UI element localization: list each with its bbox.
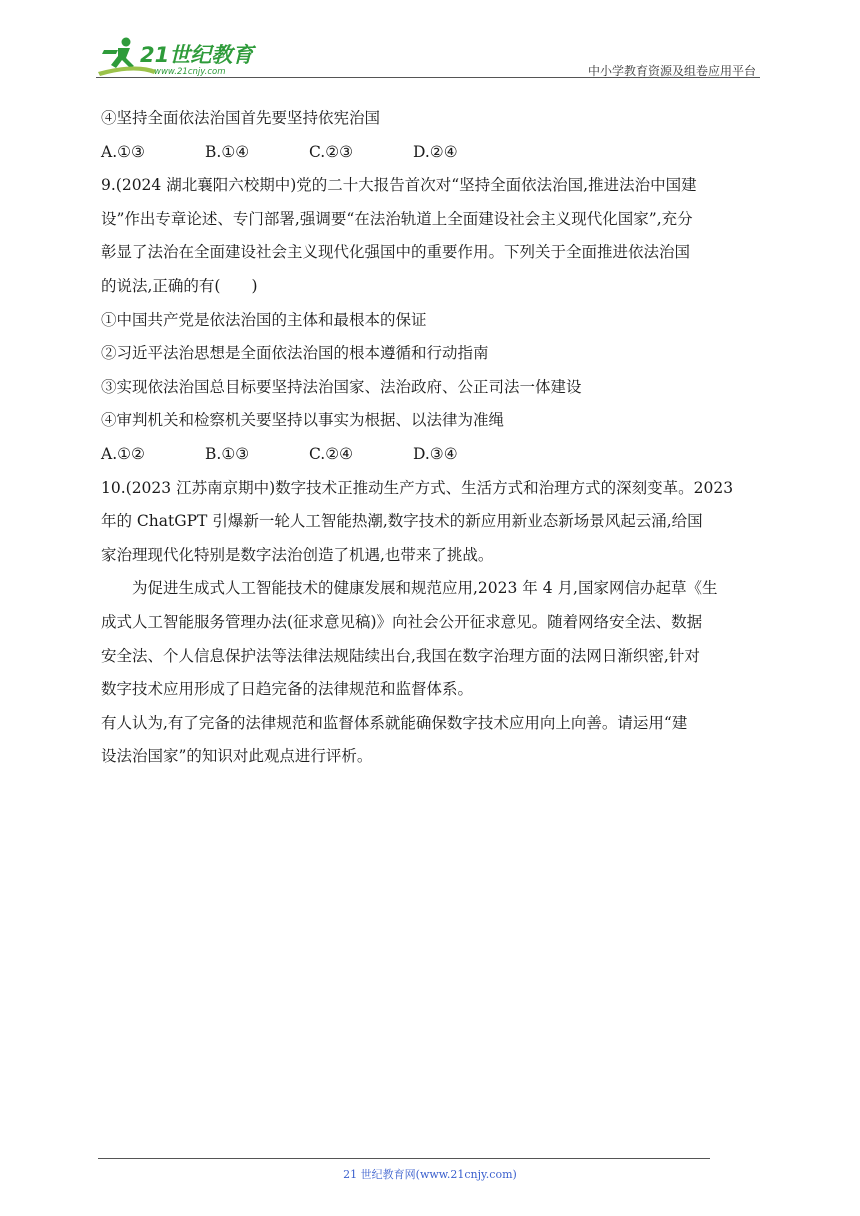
q9-stem-line: 设”作出专章论述、专门部署,强调要“在法治轨道上全面建设社会主义现代化国家”,充分 <box>101 209 693 228</box>
q8-option-c: C.②③ <box>309 142 354 161</box>
q10-material-line: 数字技术应用形成了日趋完备的法律规范和监督体系。 <box>101 680 474 699</box>
q9-item-2: ②习近平法治思想是全面依法治国的根本遵循和行动指南 <box>101 344 489 363</box>
site-logo <box>96 36 266 78</box>
q10-stem-line: 年的 ChatGPT 引爆新一轮人工智能热潮,数字技术的新应用新业态新场景风起云涌,给国 <box>101 512 703 531</box>
logo-sub-text: www.21cnjy.com <box>154 67 226 77</box>
q8-option-a: A.①③ <box>101 142 145 161</box>
question-content <box>101 102 765 774</box>
footer-link[interactable]: 21 世纪教育网(www.21cnjy.com) <box>343 1168 517 1181</box>
q10-material-line: 为促进生成式人工智能技术的健康发展和规范应用,2023 年 4 月,国家网信办起草《生 <box>132 579 718 598</box>
q9-stem-line: 彰显了法治在全面建设社会主义现代化强国中的重要作用。下列关于全面推进依法治国 <box>101 243 691 262</box>
q9-item-3: ③实现依法治国总目标要坚持法治国家、法治政府、公正司法一体建设 <box>101 377 582 396</box>
q9-option-c: C.②④ <box>309 444 354 463</box>
q9-options <box>101 438 765 472</box>
q10-material-line: 成式人工智能服务管理办法(征求意见稿)》向社会公开征求意见。随着网络安全法、数据 <box>101 612 703 631</box>
header-divider <box>96 77 760 78</box>
q9-stem-line: 9.(2024 湖北襄阳六校期中)党的二十大报告首次对“坚持全面依法治国,推进法治中国建 <box>101 176 697 195</box>
q10-stem-line: 家治理现代化特别是数字法治创造了机遇,也带来了挑战。 <box>101 545 494 564</box>
q9-option-a: A.①② <box>101 444 145 463</box>
footer-divider <box>98 1158 710 1159</box>
q9-stem-line: 的说法,正确的有( ) <box>101 276 258 295</box>
q10-task-line: 设法治国家”的知识对此观点进行评析。 <box>101 747 373 766</box>
page-header <box>96 36 760 80</box>
q9-item-1: ①中国共产党是依法治国的主体和最根本的保证 <box>101 310 427 329</box>
q8-option-d: D.②④ <box>413 142 458 161</box>
q10-material-line: 安全法、个人信息保护法等法律法规陆续出台,我国在数字治理方面的法网日渐织密,针对 <box>101 646 700 665</box>
q8-options <box>101 136 765 170</box>
q10-task-line: 有人认为,有了完备的法律规范和监督体系就能确保数字技术应用向上向善。请运用“建 <box>101 713 688 732</box>
logo-main-text: 21世纪教育 <box>140 43 254 67</box>
q9-option-b: B.①③ <box>205 444 250 463</box>
q9-option-d: D.③④ <box>413 444 458 463</box>
q8-item-4: ④坚持全面依法治国首先要坚持依宪治国 <box>101 109 381 127</box>
q10-stem-line: 10.(2023 江苏南京期中)数字技术正推动生产方式、生活方式和治理方式的深刻变革。2023 <box>101 478 734 497</box>
platform-name: 中小学教育资源及组卷应用平台 <box>587 64 756 78</box>
q9-item-4: ④审判机关和检察机关要坚持以事实为根据、以法律为准绳 <box>101 411 505 430</box>
q8-option-b: B.①④ <box>205 142 250 161</box>
